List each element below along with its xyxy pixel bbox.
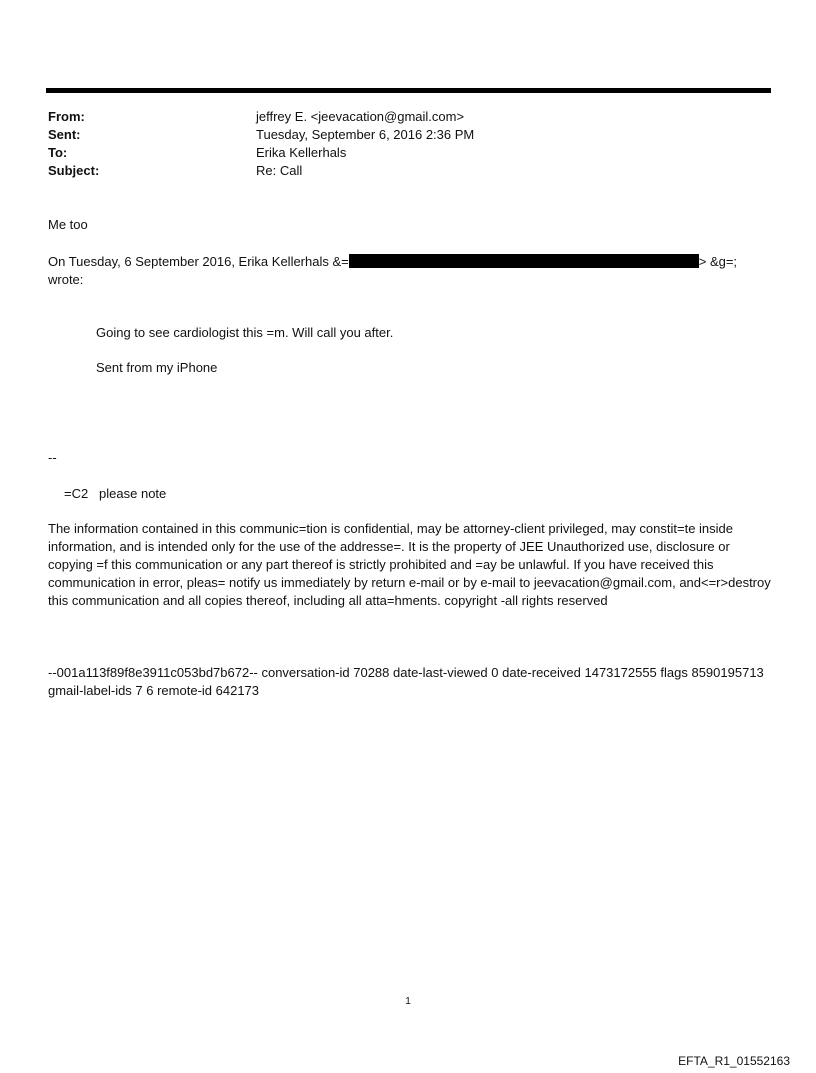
bates-number: EFTA_R1_01552163 <box>678 1054 790 1068</box>
subject-label: Subject: <box>48 163 100 178</box>
header-rule <box>46 88 771 93</box>
to-label: To: <box>48 145 68 160</box>
email-header <box>48 108 474 180</box>
quote-intro <box>48 253 737 271</box>
note-line: =C2 please note <box>64 486 167 501</box>
subject-value: Re: Call <box>256 163 303 178</box>
sent-label: Sent: <box>48 127 81 142</box>
quoted-line-1: Going to see cardiologist this =m. Will call you after. <box>96 325 394 340</box>
from-row <box>48 108 474 126</box>
from-label: From: <box>48 109 85 124</box>
to-row <box>48 144 474 162</box>
message-metadata: --001a113f89f8e3911c053bd7b672-- conversation-id 70288 date-last-viewed 0 date-received 1473172555 flags 8590195713 gmail-label-ids 7 6 remote-id 642173 <box>48 665 764 698</box>
page-number: 1 <box>405 996 411 1007</box>
subject-row <box>48 162 474 180</box>
sent-row <box>48 126 474 144</box>
quoted-line-2: Sent from my iPhone <box>96 360 218 375</box>
sent-value: Tuesday, September 6, 2016 2:36 PM <box>256 127 475 142</box>
redaction-bar <box>349 254 699 268</box>
signature-separator: -- <box>48 450 57 465</box>
quote-intro-suffix: > &g=; <box>698 254 738 269</box>
quote-intro-prefix: On Tuesday, 6 September 2016, Erika Kellerhals &= <box>48 254 349 269</box>
to-value: Erika Kellerhals <box>256 145 347 160</box>
confidentiality-disclaimer: The information contained in this communic=tion is confidential, may be attorney-client privileged, may constit=te inside information, and is intended only for the use of the addresse=. It is the property of JEE Unauthorized use, disclosure or copying =f this communication or any part thereof is strictly prohibited and =ay be unlawful. If you have received this communication in error, pleas= notify us immediately by return e-mail or by e-mail to jeevacation@gmail.com, and<=r>destroy this communication and all copies thereof, including all atta=hments. copyright -all rights reserved <box>48 521 771 608</box>
quote-intro-wrote: wrote: <box>48 272 84 287</box>
from-value: jeffrey E. <jeevacation@gmail.com> <box>256 109 465 124</box>
reply-text: Me too <box>48 217 88 232</box>
